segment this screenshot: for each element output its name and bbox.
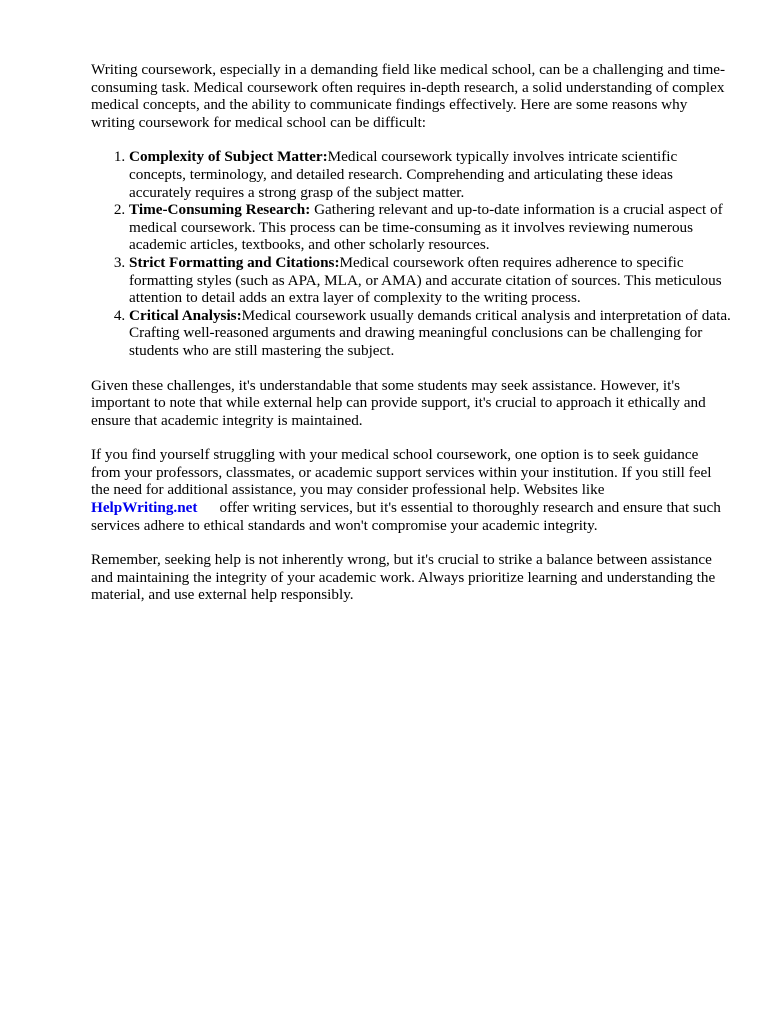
document-page	[91, 61, 731, 621]
list-item-term: Critical Analysis:	[129, 306, 242, 324]
help-paragraph-text-after: offer writing services, but it's essential to thoroughly research and ensure that such services adhere to ethical standards and won't compromise your academic integrity.	[91, 499, 721, 534]
list-item-text: Medical coursework often requires adherence to specific formatting styles (such as APA, MLA, or AMA) and accurate citation of sources. This meticulous attention to detail adds an extra layer of complexity to the writing process.	[129, 253, 722, 307]
intro-paragraph: Writing coursework, especially in a demanding field like medical school, can be a challenging and time-consuming task. Medical coursework often requires in-depth research, a solid understanding of complex medical concepts, and the ability to communicate findings effectively. Here are some reasons why writing coursework for medical school can be difficult:	[91, 61, 726, 131]
challenges-paragraph: Given these challenges, it's understandable that some students may seek assistance. However, it's important to note that while external help can provide support, it's crucial to approach it ethically and ensure that academic integrity is maintained.	[91, 376, 706, 429]
list-item-text: Medical coursework typically involves intricate scientific concepts, terminology, and detailed research. Comprehending and articulating these ideas accurately requires a strong grasp of the subject matter.	[129, 148, 678, 201]
closing-paragraph: Remember, seeking help is not inherently wrong, but it's crucial to strike a balance between assistance and maintaining the integrity of your academic work. Always prioritize learning and understanding the material, and use external help responsibly.	[91, 551, 716, 604]
list-item-text: Medical coursework usually demands critical analysis and interpretation of data. Crafting well-reasoned arguments and drawing meaningful conclusions can be challenging for students who are still mastering the subject.	[129, 306, 731, 359]
list-item	[129, 148, 731, 201]
list-item	[129, 254, 731, 307]
helpwriting-link[interactable]: HelpWriting.net	[91, 499, 198, 517]
list-item	[129, 201, 731, 254]
list-item-text: Gathering relevant and up-to-date information is a crucial aspect of medical coursework. This process can be time-consuming as it involves reviewing numerous academic articles, textbooks, and other scholarly resources.	[129, 201, 723, 254]
list-item-term: Complexity of Subject Matter:	[129, 148, 328, 166]
reasons-list	[91, 148, 731, 359]
list-item	[129, 307, 731, 360]
list-item-term: Strict Formatting and Citations:	[129, 253, 340, 271]
list-item-term: Time-Consuming Research:	[129, 201, 311, 219]
help-paragraph-text: If you find yourself struggling with your medical school coursework, one option is to seek guidance from your professors, classmates, or academic support services within your institution. If you still feel the need for additional assistance, you may consider professional help. Websites like	[91, 446, 712, 499]
help-paragraph	[91, 446, 731, 534]
